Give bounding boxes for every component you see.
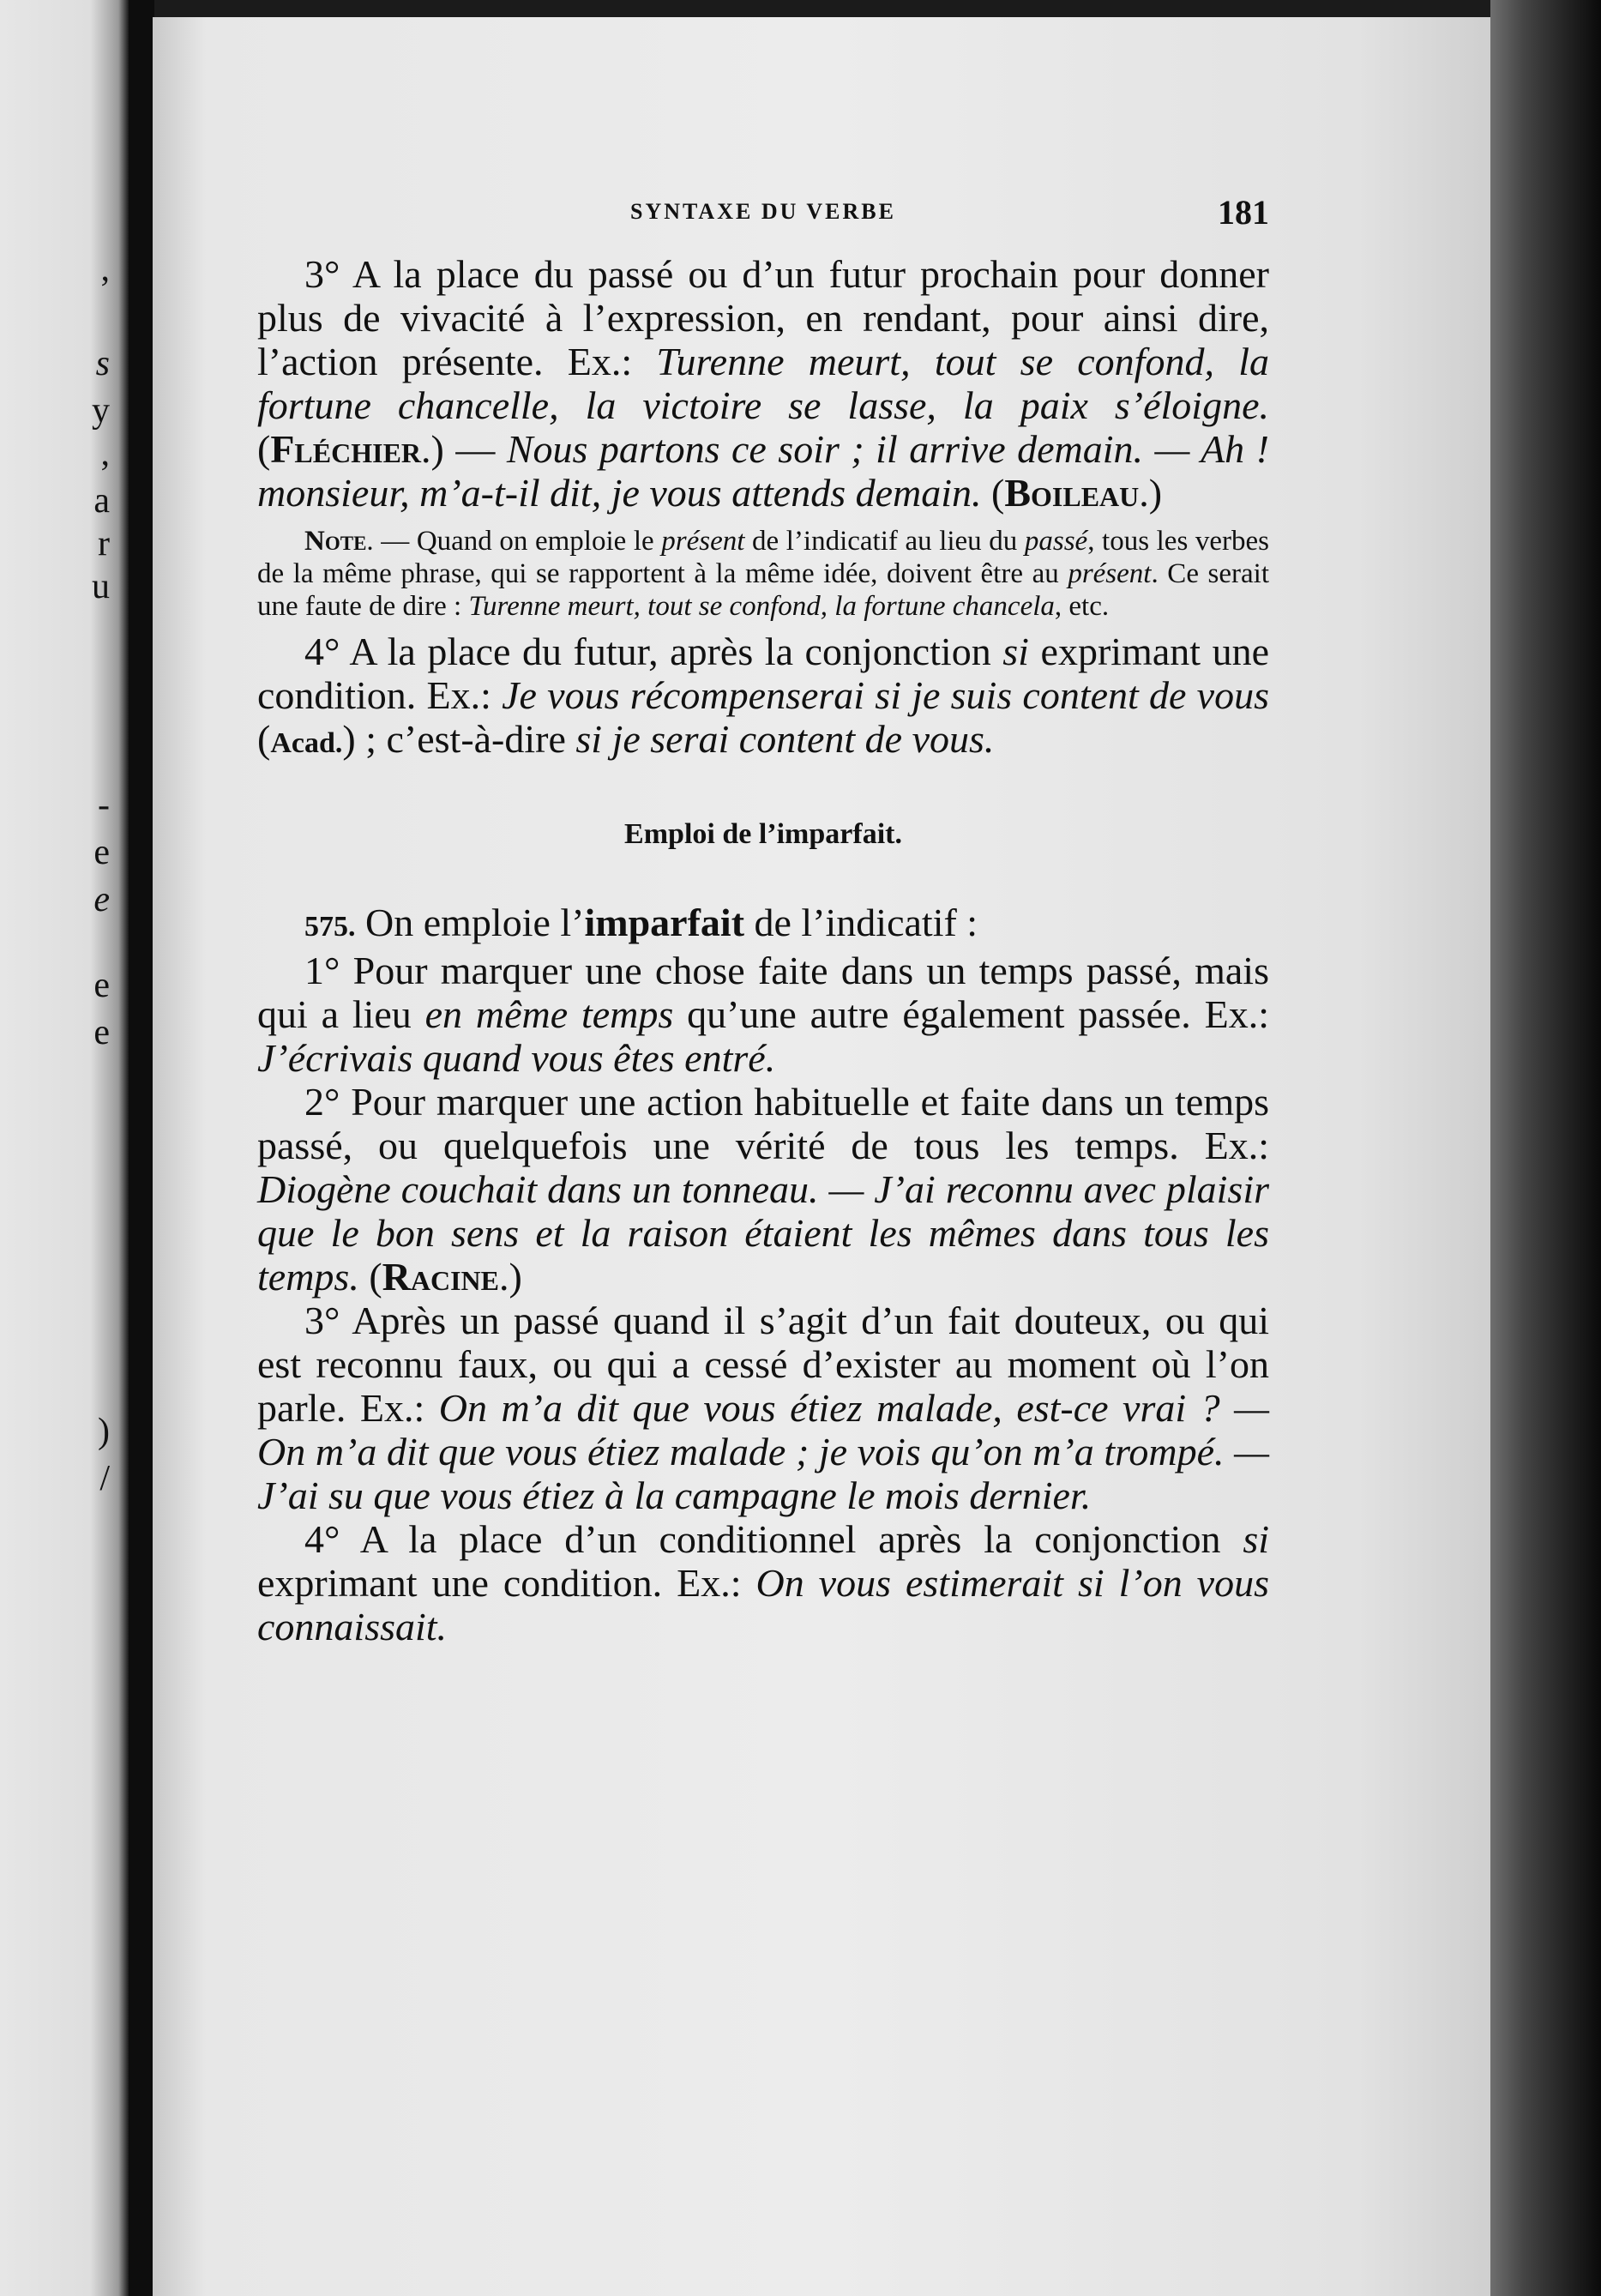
imparfait-item-1: 1° Pour marquer une chose faite dans un temps passé, mais qui a lieu en même temps qu’une autre également passée. Ex.: J’écrivais quand vous êtes entré.	[257, 949, 1270, 1080]
note-label: Note	[304, 526, 367, 557]
page-edge-shadow	[1490, 0, 1601, 2296]
note-paragraph: Note. — Quand on emploie le présent de l’indicatif au lieu du passé, tous les verbes de la même phrase, qui se rapportent à la même idée, doivent être au présent. Ce serait une faute de dire : Turenne meurt, tout se confond, la fortune chancela, etc.	[257, 526, 1270, 622]
author-citation: Boileau	[1004, 471, 1140, 515]
left-page-fragment: /	[99, 1459, 110, 1498]
left-page-fragment: a	[93, 481, 110, 521]
paragraph-present-for-past: 3° A la place du passé ou d’un futur prochain pour donner plus de vivacité à l’expression, en rendant, pour ainsi dire, l’action présente. Ex.: Turenne meurt, tout se confond, la fortune chancelle, la victoire se lasse, la paix s’éloigne. (Fléchier.) — Nous partons ce soir ; il arrive demain. — Ah ! monsieur, m’a-t-il dit, je vous attends demain. (Boileau.)	[257, 252, 1269, 515]
imparfait-item-2: 2° Pour marquer une action habituelle et faite dans un temps passé, ou quelquefois une vérité de tous les temps. Ex.: Diogène couchait dans un tonneau. — J’ai reconnu avec plaisir que le bon sens et la raison étaient les mêmes dans tous les temps. (Racine.)	[257, 1080, 1269, 1299]
rule-575: 575. On emploie l’imparfait de l’indicatif :	[304, 901, 978, 944]
left-page-fragment: -	[98, 786, 110, 825]
left-page-fragment: e	[93, 1013, 110, 1052]
rule-number: 575.	[304, 911, 356, 943]
imparfait-item-4: 4° A la place d’un conditionnel après la conjonction si exprimant une condition. Ex.: On vous estimerait si l’on vous connaissait.	[257, 1517, 1270, 1648]
left-page-fragment: )	[98, 1412, 110, 1451]
left-page-fragment: e	[93, 966, 110, 1005]
left-page-fragment: s	[95, 344, 110, 383]
left-page-fragment: u	[92, 567, 110, 606]
source-citation: Acad.	[270, 727, 343, 759]
author-citation: Fléchier	[270, 427, 422, 471]
running-head: SYNTAXE DU VERBE	[630, 199, 896, 224]
author-citation: Racine	[382, 1255, 500, 1299]
section-heading: Emploi de l’imparfait.	[624, 818, 902, 850]
imparfait-item-3: 3° Après un passé quand il s’agit d’un fait douteux, ou qui est reconnu faux, ou qui a cessé d’exister au moment où l’on parle. Ex.: On m’a dit que vous étiez malade, est-ce vrai ? — On m’a dit que vous étiez malade ; je vois qu’on m’a trompé. — J’ai su que vous étiez à la campagne le mois dernier.	[257, 1299, 1269, 1517]
page-content	[257, 189, 1269, 1648]
paragraph-present-for-future: 4° A la place du futur, après la conjonction si exprimant une condition. Ex.: Je vous récompenserai si je suis content de vous (Acad.) ; c’est-à-dire si je serai content de vous.	[257, 630, 1269, 761]
page-header	[257, 189, 1269, 240]
left-page-edge	[0, 0, 129, 2296]
left-page-fragment: ,	[100, 434, 110, 473]
page-number: 181	[1218, 193, 1269, 232]
left-page-fragment: e	[93, 833, 110, 872]
book-gutter	[129, 0, 154, 2296]
left-page-fragment: y	[92, 391, 110, 431]
left-page-fragment: ,	[100, 250, 110, 289]
left-page-fragment: e	[93, 880, 110, 919]
left-page-fragment: r	[98, 524, 110, 563]
